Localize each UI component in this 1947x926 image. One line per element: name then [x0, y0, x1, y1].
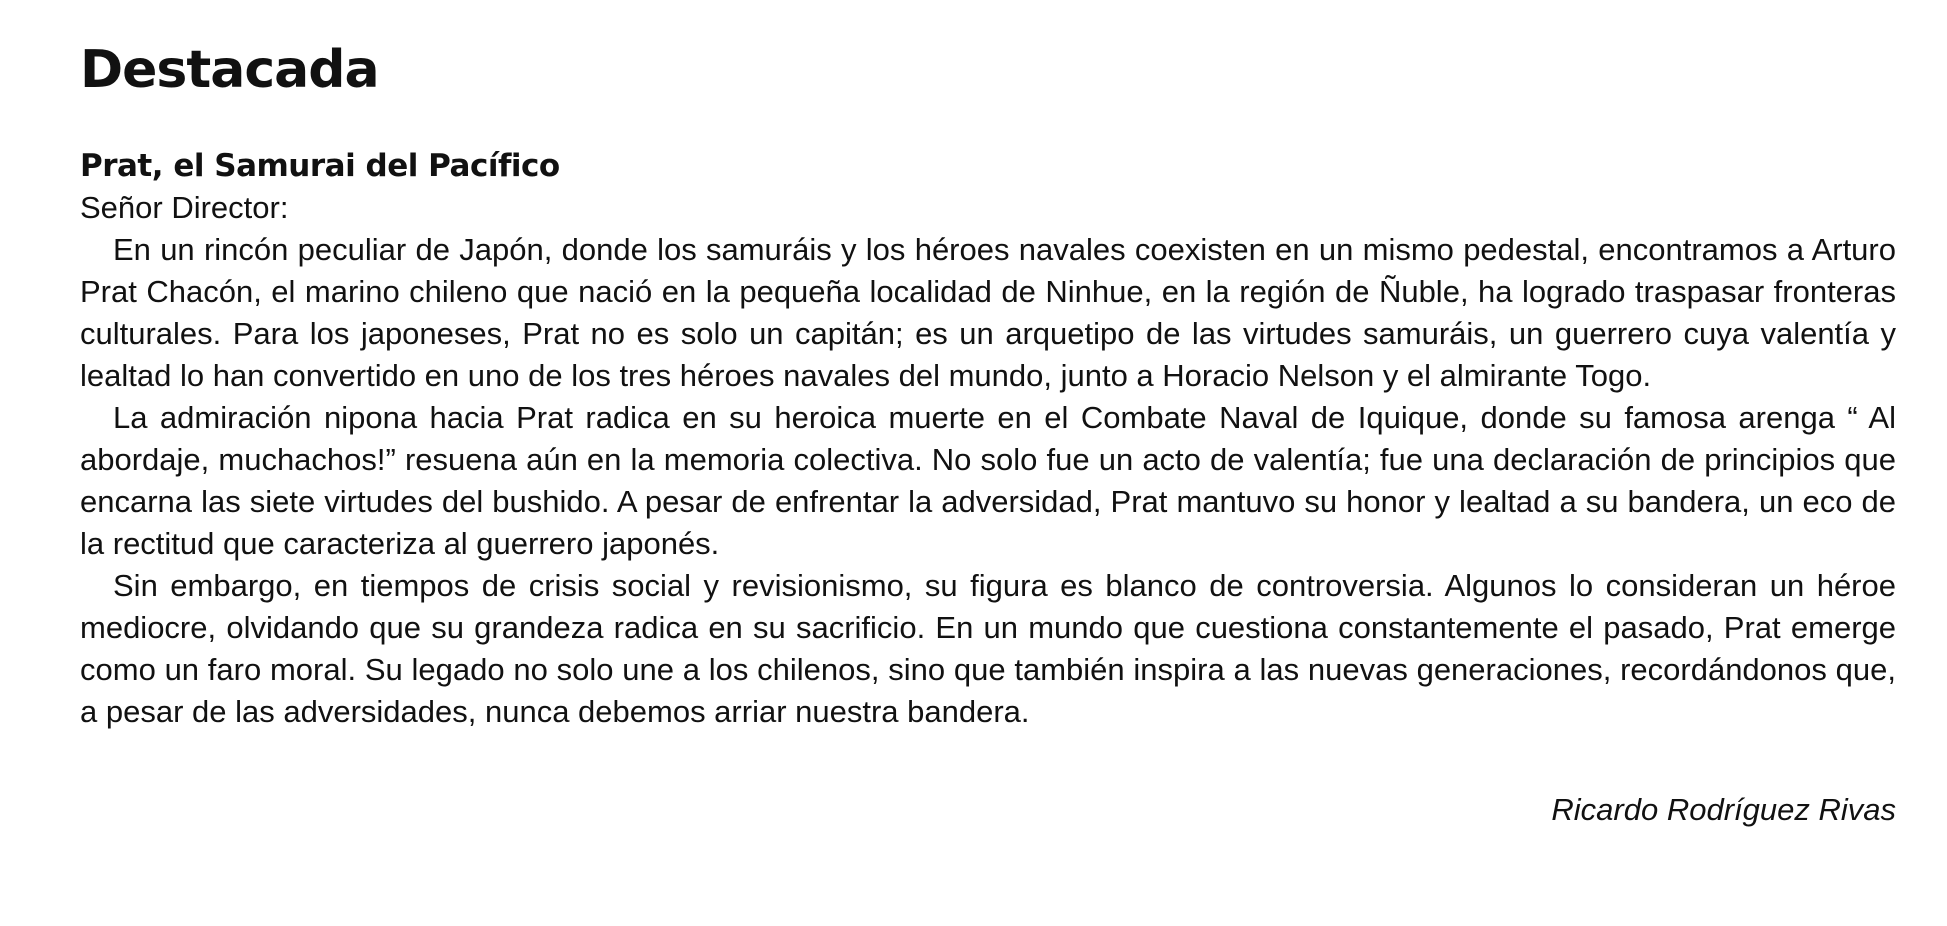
letter-article [80, 146, 1896, 831]
letter-paragraph-1: En un rincón peculiar de Japón, donde los samuráis y los héroes navales coexisten en un mismo pedestal, encontramos a Arturo Prat Chacón, el marino chileno que nació en la pequeña localidad de Ninhue, en la región de Ñuble, ha logrado traspasar fronteras culturales. Para los japoneses, Prat no es solo un capitán; es un arquetipo de las virtudes samuráis, un guerrero cuya valentía y lealtad lo han convertido en uno de los tres héroes navales del mundo, junto a Horacio Nelson y el almirante Togo. [80, 232, 1896, 394]
letter-greeting: Señor Director: [80, 190, 289, 226]
letters-page [80, 32, 1896, 831]
letter-headline: Prat, el Samurai del Pacífico [80, 148, 560, 185]
letter-paragraph-2: La admiración nipona hacia Prat radica en su heroica muerte en el Combate Naval de Iquique, donde su famosa arenga “ Al abordaje, muchachos!” resuena aún en la memoria colectiva. No solo fue un acto de valentía; fue una declaración de principios que encarna las siete virtudes del bushido. A pesar de enfrentar la adversidad, Prat mantuvo su honor y lealtad a su bandera, un eco de la rectitud que caracteriza al guerrero japonés. [80, 400, 1896, 562]
letter-signature: Ricardo Rodríguez Rivas [1551, 792, 1896, 828]
section-title: Destacada [80, 40, 379, 100]
letter-paragraph-3: Sin embargo, en tiempos de crisis social y revisionismo, su figura es blanco de controversia. Algunos lo consideran un héroe mediocre, olvidando que su grandeza radica en su sacrificio. En un mundo que cuestiona constantemente el pasado, Prat emerge como un faro moral. Su legado no solo une a los chilenos, sino que también inspira a las nuevas generaciones, recordándonos que, a pesar de las adversidades, nunca debemos arriar nuestra bandera. [80, 568, 1896, 730]
